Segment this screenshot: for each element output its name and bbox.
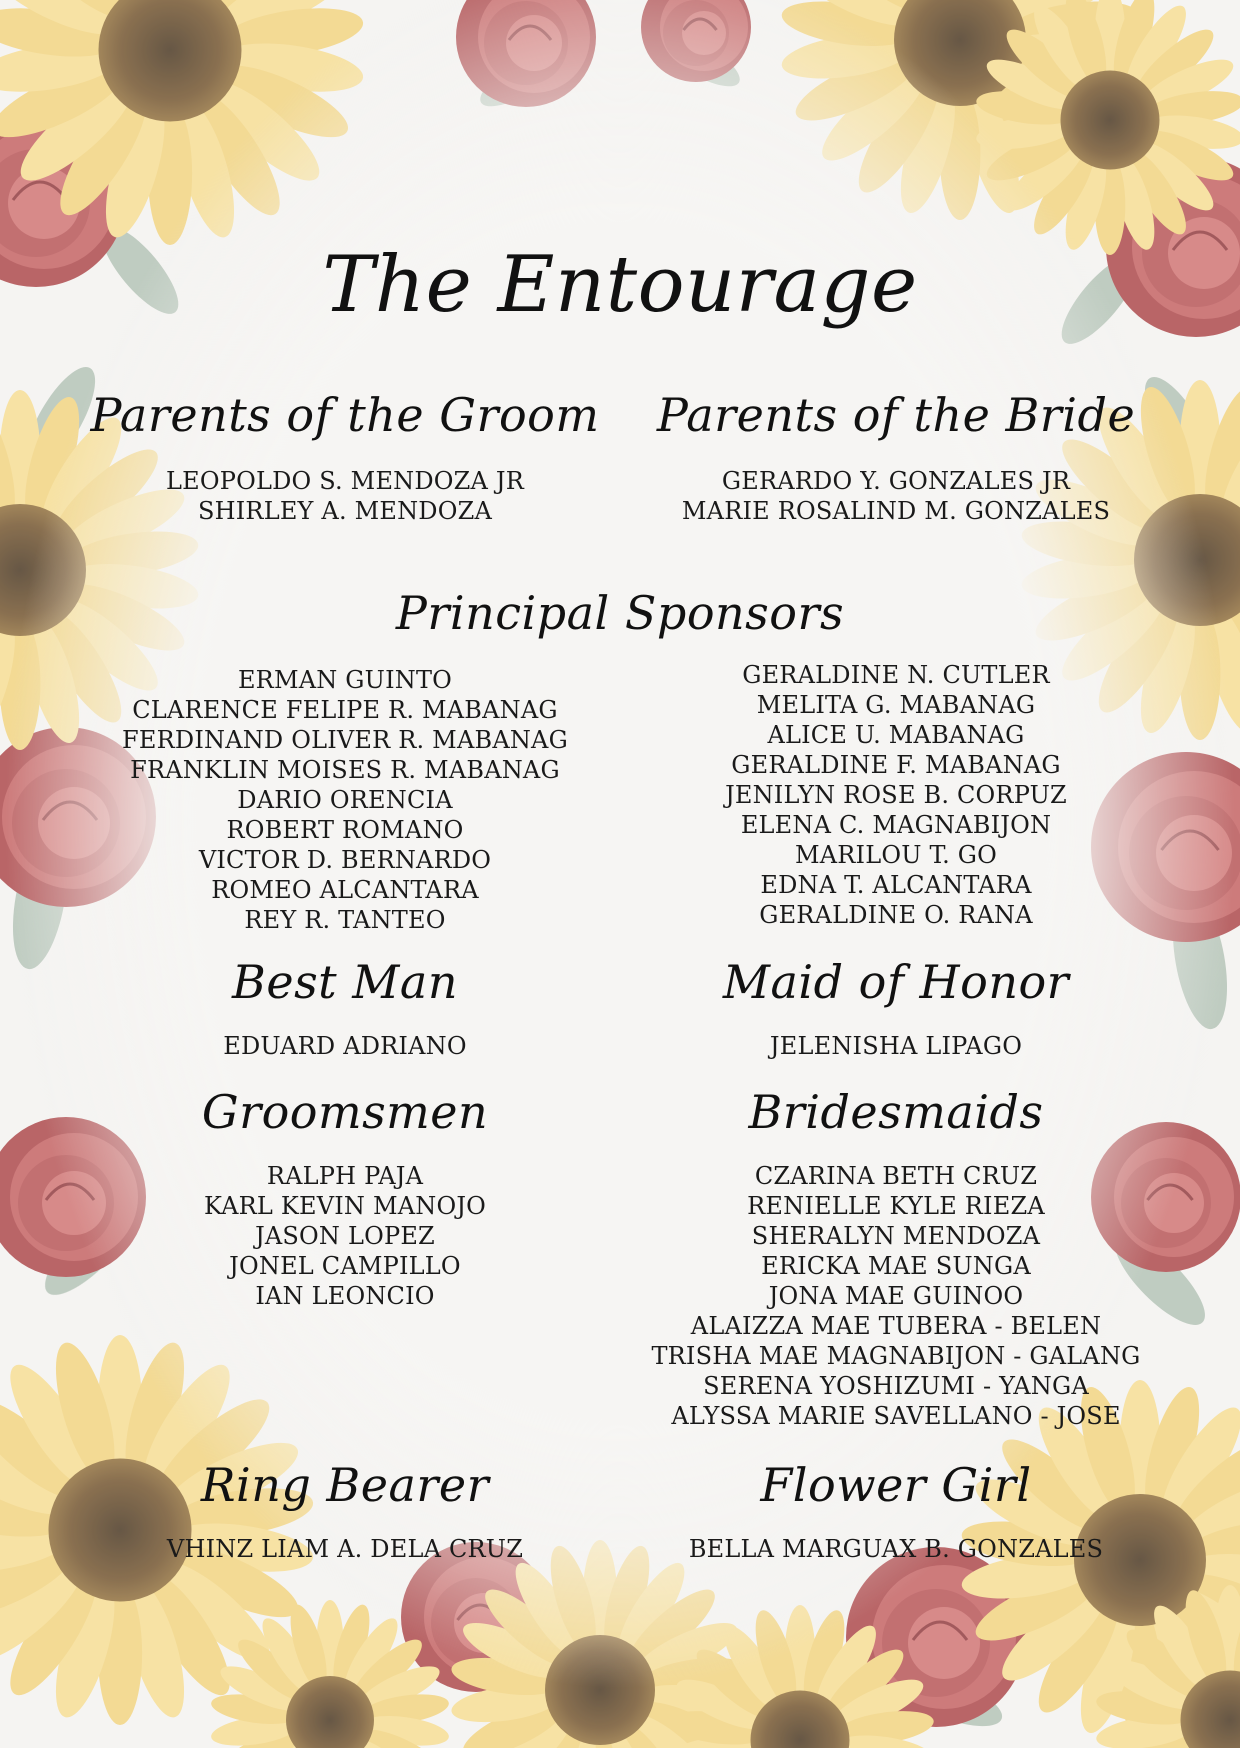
name-line: CLARENCE FELIPE R. MABANAG (132, 696, 558, 724)
name-line: IAN LEONCIO (255, 1282, 435, 1310)
parents-groom-heading: Parents of the Groom (90, 388, 600, 442)
name-line: ALAIZZA MAE TUBERA - BELEN (690, 1312, 1102, 1340)
groomsmen-list (65, 1161, 625, 1311)
name-line: MARILOU T. GO (794, 841, 998, 869)
groomsmen-heading: Groomsmen (201, 1085, 489, 1139)
name-line: REY R. TANTEO (244, 906, 446, 934)
name-line: FERDINAND OLIVER R. MABANAG (122, 726, 568, 754)
name-line: JASON LOPEZ (255, 1222, 435, 1250)
page-title: The Entourage (322, 240, 918, 330)
name-line: BELLA MARGUAX B. GONZALES (688, 1535, 1104, 1563)
name-line: EDUARD ADRIANO (223, 1032, 467, 1060)
flower-girl-list (616, 1534, 1176, 1564)
name-line: GERALDINE N. CUTLER (742, 661, 1050, 689)
name-line: JENILYN ROSE B. CORPUZ (725, 781, 1067, 809)
principal-sponsors-heading: Principal Sponsors (395, 586, 845, 640)
name-line: DARIO ORENCIA (237, 786, 453, 814)
name-line: SHIRLEY A. MENDOZA (197, 497, 493, 525)
parents-bride-list (616, 466, 1176, 526)
name-line: SHERALYN MENDOZA (751, 1222, 1041, 1250)
name-line: ALYSSA MARIE SAVELLANO - JOSE (671, 1402, 1121, 1430)
parents-bride-heading: Parents of the Bride (656, 388, 1136, 442)
parents-groom-list (65, 466, 625, 526)
best-man-heading: Best Man (232, 955, 458, 1009)
name-line: JELENISHA LIPAGO (769, 1032, 1023, 1060)
name-line: MELITA G. MABANAG (756, 691, 1036, 719)
name-line: ROMEO ALCANTARA (211, 876, 479, 904)
flower-girl-heading: Flower Girl (760, 1458, 1032, 1512)
name-line: EDNA T. ALCANTARA (760, 871, 1032, 899)
ring-bearer-list (65, 1534, 625, 1564)
maid-of-honor-list (616, 1031, 1176, 1061)
name-line: KARL KEVIN MANOJO (203, 1192, 487, 1220)
name-line: VHINZ LIAM A. DELA CRUZ (166, 1535, 524, 1563)
maid-of-honor-heading: Maid of Honor (722, 955, 1070, 1009)
ring-bearer-heading: Ring Bearer (200, 1458, 490, 1512)
best-man-list (65, 1031, 625, 1061)
name-line: MARIE ROSALIND M. GONZALES (681, 497, 1111, 525)
bridesmaids-heading: Bridesmaids (748, 1085, 1044, 1139)
name-line: ELENA C. MAGNABIJON (740, 811, 1052, 839)
name-line: ERMAN GUINTO (237, 666, 453, 694)
principal-sponsors-left-list (65, 665, 625, 935)
name-line: ROBERT ROMANO (226, 816, 464, 844)
name-line: FRANKLIN MOISES R. MABANAG (130, 756, 560, 784)
name-line: VICTOR D. BERNARDO (198, 846, 492, 874)
name-line: RENIELLE KYLE RIEZA (747, 1192, 1045, 1220)
name-line: TRISHA MAE MAGNABIJON - GALANG (651, 1342, 1141, 1370)
name-line: SERENA YOSHIZUMI - YANGA (703, 1372, 1089, 1400)
name-line: GERALDINE F. MABANAG (731, 751, 1061, 779)
name-line: LEOPOLDO S. MENDOZA JR (165, 467, 525, 495)
name-line: ALICE U. MABANAG (767, 721, 1025, 749)
name-line: JONEL CAMPILLO (229, 1252, 461, 1280)
bridesmaids-list (616, 1161, 1176, 1431)
name-line: ERICKA MAE SUNGA (761, 1252, 1031, 1280)
name-line: GERARDO Y. GONZALES JR (721, 467, 1071, 495)
name-line: GERALDINE O. RANA (759, 901, 1033, 929)
name-line: RALPH PAJA (266, 1162, 424, 1190)
name-line: JONA MAE GUINOO (768, 1282, 1024, 1310)
principal-sponsors-right-list (616, 660, 1176, 930)
name-line: CZARINA BETH CRUZ (754, 1162, 1038, 1190)
